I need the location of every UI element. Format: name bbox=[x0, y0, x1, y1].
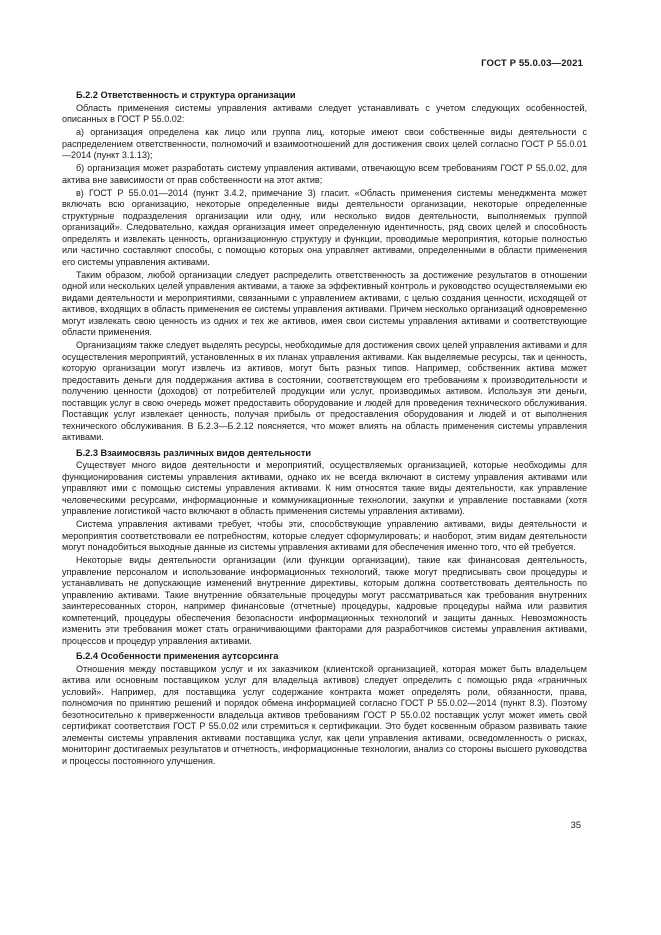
document-body bbox=[62, 90, 587, 769]
paragraph: Некоторые виды деятельности организации (или функции организации), такие как финансовая деятельность, управление персоналом и использование информационных технологий, также могут предписывать свои процедуры и устанавливать не допускающие изменений внутренние директивы, которым должна соответствовать деятельность по управлению активами. Такие внутренние обязательные процедуры могут рассматриваться как требования внутренних заинтересованных сторон, например финансовые (отчетные) процедуры, кадровые процедуры найма или развития компетенций, процедуры обеспечения безопасности информационных технологий и защиты данных. Невозможность изменить эти требования может стать ограничивающими факторами для разработчиков системы управления активами, процессов и процедур управления активами. bbox=[62, 555, 587, 646]
paragraph: Существует много видов деятельности и мероприятий, осуществляемых организацией, которые необходимы для функционирования системы управления активами, однако их не всегда включают в систему управления активами или управляют ими с помощью системы управления активами. К ним относятся такие виды деятельности, как управление человеческими ресурсами, информационные и коммуникационные технологии, закупки и управление поставками (хотя управление логистикой часто включают в область применения системы управления активами). bbox=[62, 460, 587, 516]
list-item: а) организация определена как лицо или группа лиц, которые имеют свои собственные виды деятельности с распределением ответственности, полномочий и взаимоотношений для достижения своих целей согласно ГОСТ Р 55.0.01—2014 (пункт 3.1.13); bbox=[62, 127, 587, 160]
paragraph: Система управления активами требует, чтобы эти, способствующие управлению активами, виды деятельности и мероприятия соответствовали ее потребностям, которые следует сформулировать; и наоборот, этим видам деятельности могут понадобиться выходные данные из системы управления активами для обеспечения именно того, что ей требуется. bbox=[62, 519, 587, 552]
section-b-2-3 bbox=[62, 448, 587, 648]
paragraph: Организациям также следует выделять ресурсы, необходимые для достижения своих целей управления активами и для осуществления мероприятий, установленных в их планах управления активами. Как выделяемые ресурсы, так и ценность, которую организации могут извлечь из активов, могут быть разных типов. Например, собственник актива может предоставить деньги для поддержания актива в состоянии, соответствующем его требованиям к производительности и получению ценности (доходов) от потребителей продукции или услуг, производимых активом. Используя эти деньги, поставщик услуг в свою очередь может предоставить оборудование и людей для проведения технического обслуживания. Поставщик услуг извлекает ценность, получая прибыль от предоставления оборудования и людей и от выполнения технического обслуживания. В Б.2.3—Б.2.12 поясняется, что может влиять на область применения системы управления активами. bbox=[62, 340, 587, 442]
section-heading: Б.2.3 Взаимосвязь различных видов деятельности bbox=[76, 447, 312, 458]
document-code: ГОСТ Р 55.0.03—2021 bbox=[481, 58, 583, 69]
paragraph: Отношения между поставщиком услуг и их заказчиком (клиентской организацией, которая может быть владельцем актива или основным поставщиком услуг для владельца активов) следует определить с помощью ряда «граничных условий». Например, для поставщика услуг содержание контракта может определять роли, обязанности, права, полномочия по принятию решений и порядок обмена информацией согласно ГОСТ Р 55.0.02—2014 (пункт 8.3). Поэтому безотносительно к приверженности владельца активов требованиям ГОСТ Р 55.0.02 поставщик услуг может иметь свой сертификат соответствия ГОСТ Р 55.0.02 или стремиться к сертификации. Это будет косвенным образом развивать такие элементы системы управления активами поставщика услуг, как цели управления активами, осведомленность о рисках, мониторинг достигаемых результатов и отчетность, информационные технологии, анализ со стороны высшего руководства и процессы постоянного улучшения. bbox=[62, 663, 587, 766]
paragraph: Область применения системы управления активами следует устанавливать с учетом следующих особенностей, описанных в ГОСТ Р 55.0.02: bbox=[62, 102, 587, 124]
paragraph: Таким образом, любой организации следует распределить ответственность за достижение результатов в отношении одной или нескольких целей управления активами, а также за эффективный контроль и руководство осуществляемыми ею видами деятельности и мероприятиями, связанными с управлением активами, с целью создания ценности, исходящей от активов, входящих в область применения ее системы управления активами. Причем несколько организаций одновременно могут извлекать свою ценность из одних и тех же активов, имея свои системы управления активами и соответствующие области применения. bbox=[62, 269, 587, 337]
section-heading: Б.2.2 Ответственность и структура организации bbox=[76, 90, 296, 100]
section-heading: Б.2.4 Особенности применения аутсорсинга bbox=[76, 651, 279, 661]
section-b-2-4 bbox=[62, 651, 587, 767]
section-b-2-2 bbox=[62, 90, 587, 444]
page-number: 35 bbox=[570, 820, 581, 830]
list-item: б) организация может разработать систему управления активами, отвечающую всем требованиям ГОСТ Р 55.0.02, для актива вне зависимости от прав собственности на этот актив; bbox=[62, 163, 587, 185]
list-item: в) ГОСТ Р 55.0.01—2014 (пункт 3.4.2, примечание 3) гласит. «Область применения системы менеджмента может включать всю организацию, некоторые определенные виды деятельности организации, некоторые определенные структурные подразделения организации или одну, или несколько видов деятельности, выполняемых группой организаций». Следовательно, каждая организация имеет определенную идентичность, ряд своих целей и способность определять и извлекать ценность, организационную структуру и функции, проводимые мероприятия, которые полностью или частично составляют способы, с помощью которых она управляет активами, определенными в области применения его системы управления активами. bbox=[62, 187, 587, 267]
